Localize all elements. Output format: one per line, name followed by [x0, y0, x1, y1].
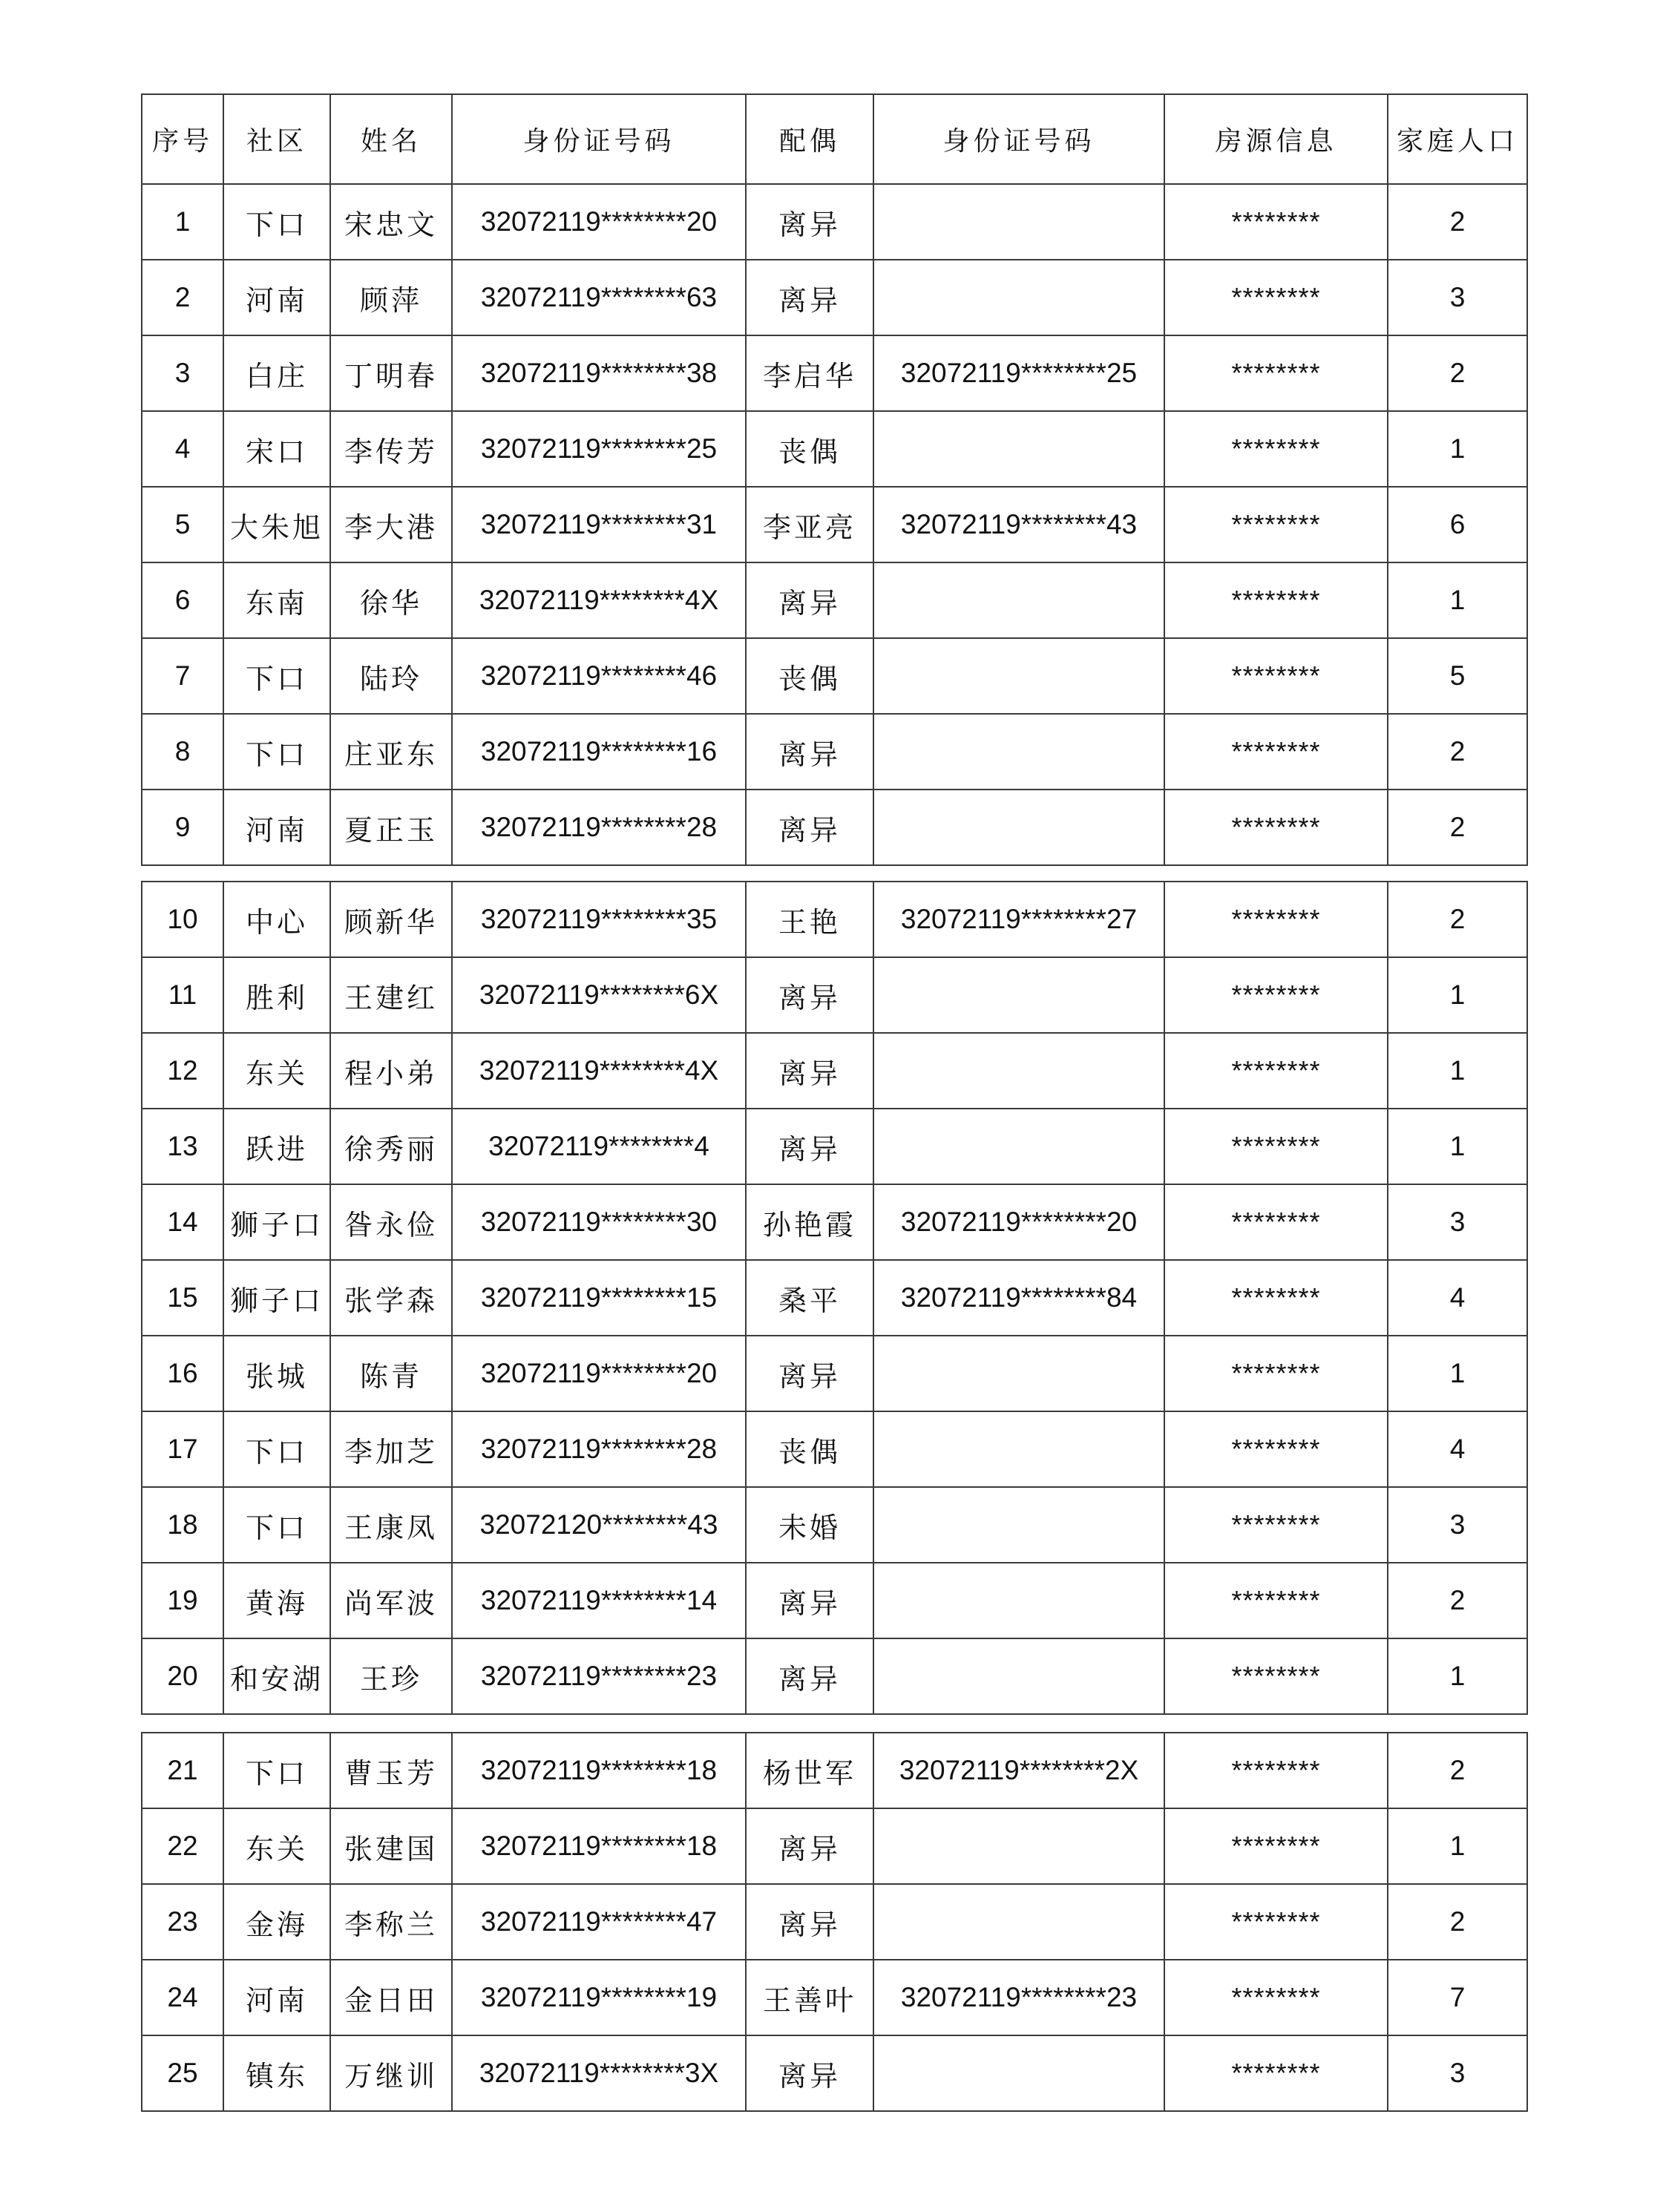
table-row: [142, 562, 1527, 638]
cell-housing-info: ********: [1164, 487, 1388, 562]
cell-serial-number: 16: [142, 1336, 223, 1411]
cell-name: 庄亚东: [330, 714, 452, 790]
table-row: [142, 1109, 1527, 1184]
cell-family-size: 1: [1388, 1109, 1527, 1184]
cell-family-size: 2: [1388, 790, 1527, 865]
cell-serial-number: 3: [142, 335, 223, 411]
cell-serial-number: 18: [142, 1487, 223, 1563]
cell-serial-number: 23: [142, 1884, 223, 1960]
cell-id-number: 32072119********28: [452, 1411, 746, 1487]
cell-id-number: 32072119********38: [452, 335, 746, 411]
cell-housing-info: ********: [1164, 1960, 1388, 2035]
table-row: [142, 1884, 1527, 1960]
cell-family-size: 1: [1388, 562, 1527, 638]
cell-housing-info: ********: [1164, 1109, 1388, 1184]
cell-name: 万继训: [330, 2035, 452, 2111]
cell-family-size: 3: [1388, 1487, 1527, 1563]
cell-serial-number: 22: [142, 1808, 223, 1884]
cell-id-number: 32072119********18: [452, 1733, 746, 1808]
cell-housing-info: ********: [1164, 790, 1388, 865]
cell-spouse: 离异: [746, 1808, 873, 1884]
header-community: 社区: [223, 94, 330, 184]
cell-spouse-id-number: [873, 1487, 1164, 1563]
cell-family-size: 1: [1388, 1638, 1527, 1714]
cell-id-number: 32072119********15: [452, 1260, 746, 1336]
cell-spouse: 未婚: [746, 1487, 873, 1563]
cell-spouse-id-number: 32072119********43: [873, 487, 1164, 562]
table-row: [142, 714, 1527, 790]
cell-spouse-id-number: 32072119********25: [873, 335, 1164, 411]
header-name: 姓名: [330, 94, 452, 184]
cell-name: 宋忠文: [330, 184, 452, 260]
cell-name: 李大港: [330, 487, 452, 562]
cell-housing-info: ********: [1164, 1336, 1388, 1411]
cell-name: 程小弟: [330, 1033, 452, 1109]
cell-id-number: 32072119********19: [452, 1960, 746, 2035]
cell-serial-number: 11: [142, 957, 223, 1033]
cell-spouse: 离异: [746, 1563, 873, 1638]
table-row: [142, 1184, 1527, 1260]
cell-name: 金日田: [330, 1960, 452, 2035]
cell-id-number: 32072119********18: [452, 1808, 746, 1884]
cell-spouse: 离异: [746, 1884, 873, 1960]
cell-community: 黄海: [223, 1563, 330, 1638]
cell-community: 宋口: [223, 411, 330, 487]
cell-family-size: 1: [1388, 1033, 1527, 1109]
table-row: [142, 1638, 1527, 1714]
cell-spouse: 离异: [746, 957, 873, 1033]
cell-spouse-id-number: [873, 1884, 1164, 1960]
cell-community: 中心: [223, 882, 330, 957]
cell-community: 河南: [223, 1960, 330, 2035]
table-row: [142, 882, 1527, 957]
cell-serial-number: 13: [142, 1109, 223, 1184]
header-serial-number: 序号: [142, 94, 223, 184]
cell-serial-number: 15: [142, 1260, 223, 1336]
cell-id-number: 32072119********14: [452, 1563, 746, 1638]
cell-spouse-id-number: [873, 1808, 1164, 1884]
cell-spouse-id-number: 32072119********84: [873, 1260, 1164, 1336]
cell-housing-info: ********: [1164, 1733, 1388, 1808]
cell-name: 曹玉芳: [330, 1733, 452, 1808]
cell-spouse-id-number: [873, 2035, 1164, 2111]
cell-spouse-id-number: 32072119********2X: [873, 1733, 1164, 1808]
cell-spouse-id-number: [873, 714, 1164, 790]
cell-community: 河南: [223, 790, 330, 865]
cell-spouse: 离异: [746, 1336, 873, 1411]
cell-housing-info: ********: [1164, 335, 1388, 411]
header-spouse-id-number: 身份证号码: [873, 94, 1164, 184]
roster-table-part-1: [141, 93, 1528, 866]
cell-housing-info: ********: [1164, 1638, 1388, 1714]
cell-housing-info: ********: [1164, 1563, 1388, 1638]
table-row: [142, 487, 1527, 562]
cell-serial-number: 19: [142, 1563, 223, 1638]
cell-community: 东南: [223, 562, 330, 638]
cell-family-size: 4: [1388, 1411, 1527, 1487]
roster-table-part-2: [141, 881, 1528, 1715]
cell-housing-info: ********: [1164, 1808, 1388, 1884]
cell-name: 李称兰: [330, 1884, 452, 1960]
cell-family-size: 5: [1388, 638, 1527, 714]
cell-housing-info: ********: [1164, 2035, 1388, 2111]
cell-name: 张建国: [330, 1808, 452, 1884]
cell-community: 白庄: [223, 335, 330, 411]
cell-spouse-id-number: [873, 1563, 1164, 1638]
cell-spouse-id-number: [873, 1336, 1164, 1411]
roster-table-part-3: [141, 1732, 1528, 2112]
cell-family-size: 2: [1388, 882, 1527, 957]
cell-serial-number: 10: [142, 882, 223, 957]
table-row: [142, 1336, 1527, 1411]
table-row: [142, 260, 1527, 335]
cell-housing-info: ********: [1164, 260, 1388, 335]
cell-family-size: 2: [1388, 714, 1527, 790]
cell-community: 狮子口: [223, 1184, 330, 1260]
table-row: [142, 1260, 1527, 1336]
cell-name: 夏正玉: [330, 790, 452, 865]
cell-housing-info: ********: [1164, 1033, 1388, 1109]
cell-name: 徐华: [330, 562, 452, 638]
cell-spouse: 桑平: [746, 1260, 873, 1336]
table-row: [142, 1411, 1527, 1487]
cell-housing-info: ********: [1164, 1487, 1388, 1563]
cell-spouse: 离异: [746, 714, 873, 790]
cell-community: 下口: [223, 638, 330, 714]
cell-family-size: 6: [1388, 487, 1527, 562]
table-row: [142, 1033, 1527, 1109]
cell-spouse-id-number: 32072119********23: [873, 1960, 1164, 2035]
cell-community: 狮子口: [223, 1260, 330, 1336]
cell-community: 和安湖: [223, 1638, 330, 1714]
cell-family-size: 2: [1388, 335, 1527, 411]
cell-name: 陆玲: [330, 638, 452, 714]
cell-family-size: 7: [1388, 1960, 1527, 2035]
cell-spouse: 王善叶: [746, 1960, 873, 2035]
cell-community: 河南: [223, 260, 330, 335]
cell-serial-number: 24: [142, 1960, 223, 2035]
table-row: [142, 790, 1527, 865]
cell-spouse: 李亚亮: [746, 487, 873, 562]
cell-serial-number: 5: [142, 487, 223, 562]
cell-spouse-id-number: [873, 1109, 1164, 1184]
cell-spouse-id-number: [873, 411, 1164, 487]
cell-id-number: 32072119********46: [452, 638, 746, 714]
cell-spouse: 丧偶: [746, 411, 873, 487]
cell-spouse: 离异: [746, 1033, 873, 1109]
cell-housing-info: ********: [1164, 638, 1388, 714]
header-housing-info: 房源信息: [1164, 94, 1388, 184]
cell-spouse-id-number: 32072119********27: [873, 882, 1164, 957]
cell-housing-info: ********: [1164, 1184, 1388, 1260]
cell-name: 王珍: [330, 1638, 452, 1714]
cell-family-size: 2: [1388, 184, 1527, 260]
cell-id-number: 32072119********31: [452, 487, 746, 562]
cell-community: 张城: [223, 1336, 330, 1411]
cell-spouse-id-number: [873, 260, 1164, 335]
cell-id-number: 32072119********20: [452, 184, 746, 260]
table-row: [142, 411, 1527, 487]
cell-serial-number: 6: [142, 562, 223, 638]
cell-spouse-id-number: [873, 1638, 1164, 1714]
cell-housing-info: ********: [1164, 184, 1388, 260]
cell-name: 昝永俭: [330, 1184, 452, 1260]
cell-family-size: 3: [1388, 260, 1527, 335]
cell-family-size: 1: [1388, 957, 1527, 1033]
cell-id-number: 32072120********43: [452, 1487, 746, 1563]
cell-housing-info: ********: [1164, 411, 1388, 487]
cell-id-number: 32072119********4X: [452, 1033, 746, 1109]
cell-name: 陈青: [330, 1336, 452, 1411]
cell-family-size: 1: [1388, 1808, 1527, 1884]
cell-community: 下口: [223, 1733, 330, 1808]
cell-id-number: 32072119********47: [452, 1884, 746, 1960]
cell-name: 顾萍: [330, 260, 452, 335]
cell-spouse: 王艳: [746, 882, 873, 957]
cell-name: 徐秀丽: [330, 1109, 452, 1184]
cell-spouse: 离异: [746, 184, 873, 260]
cell-community: 东关: [223, 1808, 330, 1884]
cell-name: 李加芝: [330, 1411, 452, 1487]
cell-name: 王康凤: [330, 1487, 452, 1563]
cell-spouse: 离异: [746, 562, 873, 638]
cell-spouse: 杨世军: [746, 1733, 873, 1808]
cell-housing-info: ********: [1164, 714, 1388, 790]
cell-family-size: 2: [1388, 1884, 1527, 1960]
cell-family-size: 3: [1388, 2035, 1527, 2111]
cell-family-size: 1: [1388, 1336, 1527, 1411]
cell-spouse: 离异: [746, 790, 873, 865]
cell-family-size: 3: [1388, 1184, 1527, 1260]
cell-community: 镇东: [223, 2035, 330, 2111]
cell-serial-number: 21: [142, 1733, 223, 1808]
cell-spouse: 孙艳霞: [746, 1184, 873, 1260]
cell-community: 跃进: [223, 1109, 330, 1184]
cell-community: 下口: [223, 1411, 330, 1487]
cell-serial-number: 4: [142, 411, 223, 487]
cell-serial-number: 2: [142, 260, 223, 335]
cell-family-size: 4: [1388, 1260, 1527, 1336]
cell-spouse-id-number: [873, 957, 1164, 1033]
cell-name: 丁明春: [330, 335, 452, 411]
cell-housing-info: ********: [1164, 882, 1388, 957]
cell-spouse-id-number: [873, 638, 1164, 714]
cell-serial-number: 25: [142, 2035, 223, 2111]
cell-name: 顾新华: [330, 882, 452, 957]
cell-community: 东关: [223, 1033, 330, 1109]
cell-name: 李传芳: [330, 411, 452, 487]
cell-community: 下口: [223, 714, 330, 790]
header-spouse: 配偶: [746, 94, 873, 184]
table-row: [142, 2035, 1527, 2111]
cell-spouse: 离异: [746, 1109, 873, 1184]
cell-id-number: 32072119********25: [452, 411, 746, 487]
cell-spouse: 离异: [746, 2035, 873, 2111]
table-row: [142, 1563, 1527, 1638]
cell-serial-number: 8: [142, 714, 223, 790]
cell-id-number: 32072119********20: [452, 1336, 746, 1411]
cell-spouse: 离异: [746, 260, 873, 335]
cell-id-number: 32072119********30: [452, 1184, 746, 1260]
table-row: [142, 184, 1527, 260]
cell-community: 胜利: [223, 957, 330, 1033]
cell-id-number: 32072119********16: [452, 714, 746, 790]
cell-id-number: 32072119********6X: [452, 957, 746, 1033]
cell-serial-number: 7: [142, 638, 223, 714]
cell-spouse-id-number: [873, 1033, 1164, 1109]
cell-community: 大朱旭: [223, 487, 330, 562]
cell-spouse: 李启华: [746, 335, 873, 411]
cell-id-number: 32072119********35: [452, 882, 746, 957]
table-row: [142, 1808, 1527, 1884]
cell-serial-number: 12: [142, 1033, 223, 1109]
cell-housing-info: ********: [1164, 1411, 1388, 1487]
cell-housing-info: ********: [1164, 957, 1388, 1033]
table-row: [142, 638, 1527, 714]
cell-family-size: 2: [1388, 1733, 1527, 1808]
table-row: [142, 1487, 1527, 1563]
table-header-row: [142, 94, 1527, 184]
cell-serial-number: 14: [142, 1184, 223, 1260]
cell-community: 下口: [223, 184, 330, 260]
header-id-number: 身份证号码: [452, 94, 746, 184]
cell-serial-number: 9: [142, 790, 223, 865]
table-row: [142, 1733, 1527, 1808]
cell-serial-number: 1: [142, 184, 223, 260]
cell-id-number: 32072119********28: [452, 790, 746, 865]
cell-spouse: 丧偶: [746, 1411, 873, 1487]
cell-housing-info: ********: [1164, 562, 1388, 638]
cell-id-number: 32072119********4: [452, 1109, 746, 1184]
table-row: [142, 335, 1527, 411]
table-row: [142, 1960, 1527, 2035]
cell-spouse-id-number: [873, 1411, 1164, 1487]
header-family-size: 家庭人口: [1388, 94, 1527, 184]
cell-name: 尚军波: [330, 1563, 452, 1638]
cell-name: 王建红: [330, 957, 452, 1033]
cell-housing-info: ********: [1164, 1884, 1388, 1960]
cell-housing-info: ********: [1164, 1260, 1388, 1336]
cell-community: 下口: [223, 1487, 330, 1563]
cell-id-number: 32072119********63: [452, 260, 746, 335]
cell-name: 张学森: [330, 1260, 452, 1336]
cell-id-number: 32072119********3X: [452, 2035, 746, 2111]
cell-serial-number: 17: [142, 1411, 223, 1487]
cell-serial-number: 20: [142, 1638, 223, 1714]
cell-spouse-id-number: 32072119********20: [873, 1184, 1164, 1260]
cell-id-number: 32072119********23: [452, 1638, 746, 1714]
cell-id-number: 32072119********4X: [452, 562, 746, 638]
cell-spouse-id-number: [873, 562, 1164, 638]
cell-community: 金海: [223, 1884, 330, 1960]
cell-family-size: 1: [1388, 411, 1527, 487]
table-row: [142, 957, 1527, 1033]
cell-spouse-id-number: [873, 184, 1164, 260]
cell-spouse: 丧偶: [746, 638, 873, 714]
cell-family-size: 2: [1388, 1563, 1527, 1638]
cell-spouse: 离异: [746, 1638, 873, 1714]
cell-spouse-id-number: [873, 790, 1164, 865]
